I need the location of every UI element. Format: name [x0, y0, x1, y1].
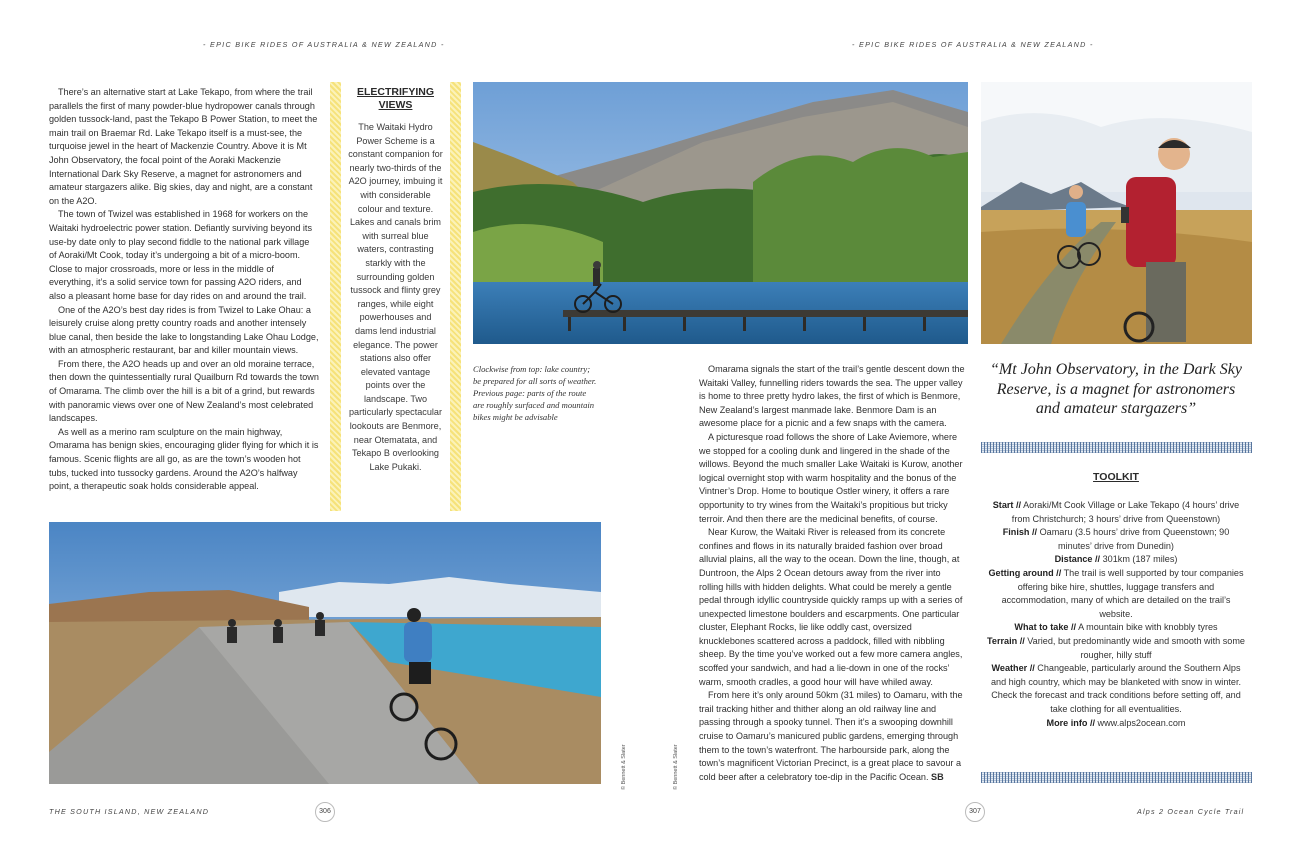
paragraph: A picturesque road follows the shore of Lake Aviemore, where we stopped for a cooling dunk and lingered in the shade of the willows. Beyond the much smaller Lake Waitaki is Kurow, another logical overnight stop with warm hospitality and the bonus of the Vintner’s Drop. Home to boutique Ostler winery, it offers a rare opportunity to try wines from the Waitaki’s propitious but tricky terroir. And then there are the medicinal benefits, of course.: [699, 431, 963, 524]
toolkit-item-start: [985, 499, 1247, 526]
pull-quote: “Mt John Observatory, in the Dark Sky Reserve, is a magnet for astronomers and amateur stargazers”: [990, 361, 1242, 417]
toolkit-item-terrain: [985, 635, 1247, 662]
toolkit-key: Terrain //: [987, 635, 1025, 646]
sidebar-title: ELECTRIFYING VIEWS: [356, 86, 434, 111]
toolkit-key: More info //: [1046, 717, 1095, 728]
toolkit-item-finish: [985, 526, 1247, 553]
body-column-left: [49, 86, 319, 494]
toolkit-key: Finish //: [1002, 527, 1038, 538]
footer-section-title: THE SOUTH ISLAND, NEW ZEALAND: [49, 807, 210, 816]
paragraph: The town of Twizel was established in 1968 for workers on the Waitaki hydroelectric power station. Defiantly surviving beyond its use-by date only to play second fiddle to the national park village of Aoraki/Mt Cook, today it’s undergoing a bit of a micro-boom. Close to major crossroads, more or less in the middle of everything, it’s a solid service town for passing A2O riders, and also a pleasant home base for day rides on and around the trail.: [49, 209, 312, 301]
toolkit-key: Getting around //: [988, 567, 1062, 578]
toolkit-key: Distance //: [1054, 554, 1101, 565]
toolkit-item-distance: [985, 553, 1247, 567]
toolkit-key: Weather //: [991, 663, 1035, 674]
sidebar-border-left: [330, 82, 341, 511]
toolkit-value: Aoraki/Mt Cook Village or Lake Tekapo (4 hours’ drive from Christchurch; 3 hours’ drive from Queenstown): [1011, 500, 1240, 524]
toolkit-item-getting-around: [985, 567, 1247, 621]
photo-lake-jetty: [473, 82, 968, 344]
paragraph: One of the A2O’s best day rides is from Twizel to Lake Ohau: a leisurely cruise along pretty country roads and another intensely blue canal, then beside the lake to longstanding Lake Ohau Lodge, with an atmospheric restaurant, bar and killer mountain views.: [49, 304, 319, 356]
toolkit-value: Changeable, particularly around the Southern Alps and high country, which may be blanketed with snow in winter. Check the forecast and track conditions before setting off, and take clothing for all eventualities.: [990, 663, 1242, 714]
decorative-band-top: [981, 442, 1252, 453]
running-head-left: - EPIC BIKE RIDES OF AUSTRALIA & NEW ZEALAND -: [203, 40, 445, 49]
paragraph: [699, 689, 966, 784]
paragraph-text: From here it’s only around 50km (31 miles) to Oamaru, with the trail tracking hither and thither along an old railway line and passing through a spooky tunnel. Then it’s a swooping downhill cruise to Oamaru’s manicured public gardens, emerging through them to the town’s waterfront. The harbourside park, along the town’s magnificent Victorian Precinct, is a great place to savour a cold beer after a celebratory toe-dip in the Pacific Ocean.: [699, 690, 963, 782]
sidebar-content: [348, 86, 443, 474]
author-signoff: SB: [931, 771, 944, 782]
paragraph: From there, the A2O heads up and over an old moraine terrace, then down the quintessentially rural Quailburn Rd towards the town of Omarama. The climb over the hill is a bit of a grind, but rewards with panoramic views over one of New Zealand’s most celebrated landscapes.: [49, 358, 319, 424]
sidebar-border-right: [450, 82, 461, 511]
paragraph: There’s an alternative start at Lake Tekapo, from where the trail parallels the first of many powder-blue hydropower canals through golden tussock-land, past the Tekapo B Power Station, to meet the main trail on Braemar Rd. Lake Tekapo itself is a must-see, the turquoise jewel in the heart of Mackenzie Country. Above it is Mt John Observatory, the focal point of the Aoraki Mackenzie International Dark Sky Reserve, a magnet for astronomers and amateur stargazers alike. Big skies, day and night, are a constant on the A2O.: [49, 87, 318, 206]
sidebar-box: [330, 82, 461, 511]
toolkit-box: [985, 470, 1247, 730]
photo-caption: Clockwise from top: lake country; be prepared for all sorts of weather. Previous page: parts of the route are roughly surfaced and mountain bikes might be advisable: [473, 364, 597, 422]
footer-chapter-title: Alps 2 Ocean Cycle Trail: [1137, 807, 1245, 816]
running-head-right: - EPIC BIKE RIDES OF AUSTRALIA & NEW ZEALAND -: [852, 40, 1094, 49]
toolkit-item-what-to-take: [985, 621, 1247, 635]
paragraph: Near Kurow, the Waitaki River is released from its concrete confines and flows in its naturally braided fashion over broad alluvial plains, all the way to the ocean. Down the line, though, at Duntroon, the Alps 2 Ocean detours away from the river into rolling hills with hidden delights. What could be merely a gentle pedal through idyllic countryside quickly ramps up with a series of unexpected limestone boulders and escarpments. One particular cluster, Elephant Rocks, lie like oddly cast, oversized knucklebones scattered across a paddock, filled with nibbling sheep. By the time you’ve worked out a few more camera angles, scoffed your sandwich, and had a lie-down in one of the rocks’ warm, smooth cradles, a good hour will have whiled away.: [699, 527, 963, 687]
lake-scene-illustration: [473, 82, 968, 344]
toolkit-value: 301km (187 miles): [1100, 554, 1178, 565]
body-column-right: [699, 363, 966, 784]
road-scene-illustration: [49, 522, 601, 784]
toolkit-value: Oamaru (3.5 hours’ drive from Queenstown; 90 minutes’ drive from Dunedin): [1037, 527, 1230, 551]
toolkit-item-weather: [985, 662, 1247, 716]
toolkit-key: What to take //: [1014, 622, 1077, 633]
photo-credit: © Bennett & Slater: [673, 744, 679, 790]
toolkit-title: TOOLKIT: [1093, 471, 1139, 483]
toolkit-key: Start //: [992, 500, 1022, 510]
toolkit-value: A mountain bike with knobbly tyres: [1076, 622, 1218, 633]
paragraph: As well as a merino ram sculpture on the main highway, Omarama has benign skies, encouraging glider flying for which it is famous. Scenic flights are all go, as are the town’s wooden hot tubs, tucked into tussocky gardens. Around the A2O’s halfway point, a therapeutic soak holds considerable appeal.: [49, 426, 319, 492]
cyclists-scene-illustration: [981, 82, 1252, 344]
photo-gravel-road: [49, 522, 601, 784]
toolkit-item-more-info: [985, 717, 1247, 731]
paragraph: Omarama signals the start of the trail’s gentle descent down the Waitaki Valley, funnelling riders towards the sea. The upper valley is home to three pretty hydro lakes, the first of which is Benmore, New Zealand’s largest manmade lake. Benmore Dam is an awesome place for a picnic and a few snaps with the camera.: [699, 364, 965, 429]
toolkit-value: The trail is well supported by tour companies offering bike hire, shuttles, luggage transfers and accommodation, many of which are detailed on the trail’s website.: [1001, 567, 1244, 619]
toolkit-value: Varied, but predominantly wide and smooth with some rougher, hilly stuff: [1024, 635, 1245, 660]
sidebar-body: The Waitaki Hydro Power Scheme is a constant companion for nearly two-thirds of the A2O journey, imbuing it with considerable colour and texture. Lakes and canals brim with surreal blue waters, contrasting starkly with the surrounding golden tussock and flinty grey ranges, while eight powerhouses and dams lend industrial elegance. The power stations also offer elevated vantage points over the landscape. Two particularly spectacular lookouts are Benmore, near Otematata, and Tekapo B overlooking Lake Pukaki.: [348, 122, 443, 472]
decorative-band-bottom: [981, 772, 1252, 783]
page-number-right: 307: [965, 802, 985, 822]
toolkit-value: www.alps2ocean.com: [1095, 717, 1186, 728]
photo-credit: © Bennett & Slater: [621, 744, 627, 790]
photo-cyclists-tussock: [981, 82, 1252, 344]
page-number-left: 306: [315, 802, 335, 822]
